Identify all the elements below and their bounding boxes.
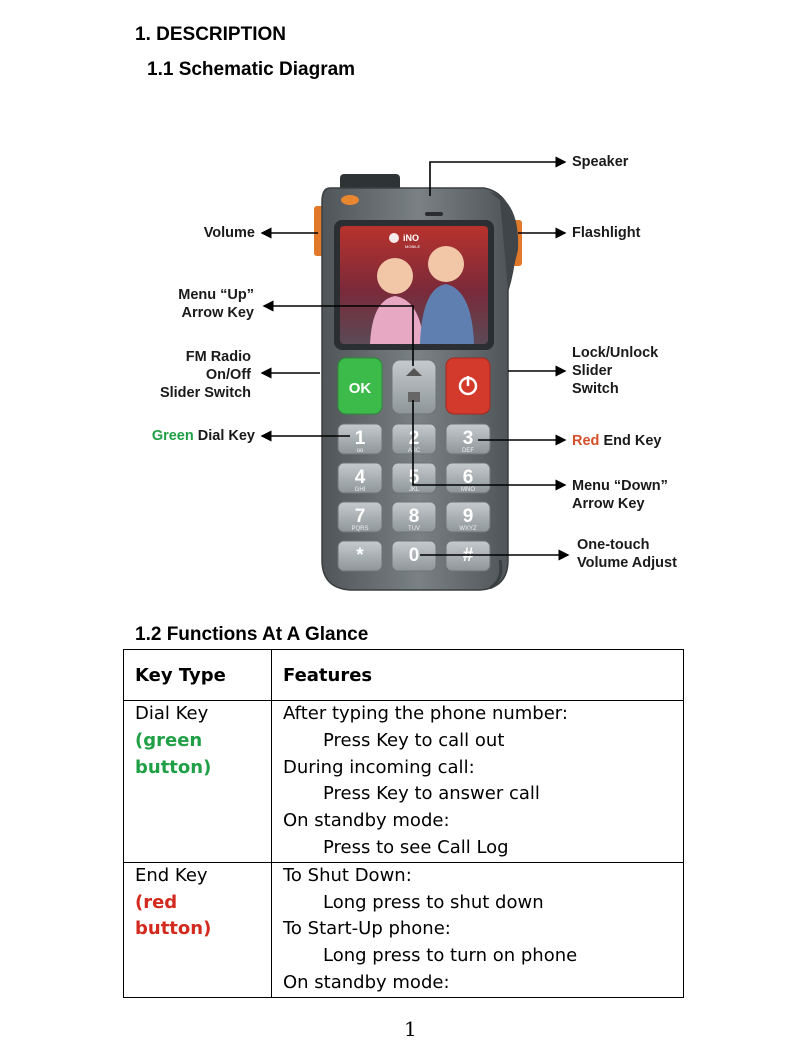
keypad-key-digit: 3 bbox=[462, 428, 474, 449]
functions-heading: 1.2 Functions At A Glance bbox=[135, 624, 369, 645]
feature-line: Long press to turn on phone bbox=[323, 945, 578, 967]
menu-icon bbox=[408, 392, 420, 402]
label-green-word: Green bbox=[151, 428, 194, 444]
label-end-key bbox=[572, 432, 661, 450]
key-type-cell bbox=[124, 862, 272, 997]
feature-line: Long press to shut down bbox=[323, 891, 544, 913]
label-end-key-text: End Key bbox=[603, 433, 662, 449]
keypad-key-digit: 4 bbox=[354, 467, 366, 488]
feature-line: Press to see Call Log bbox=[323, 836, 509, 858]
key-name: End Key bbox=[135, 864, 208, 886]
keypad-key-digit: 8 bbox=[408, 506, 420, 527]
label-dial-key-text: Dial Key bbox=[197, 428, 255, 444]
key-name: Dial Key bbox=[135, 703, 209, 724]
keypad-key-digit: # bbox=[462, 545, 474, 566]
label-menu-up bbox=[140, 286, 254, 322]
feature-line: To Shut Down: bbox=[283, 864, 412, 886]
phone-illustration bbox=[0, 140, 808, 610]
key-color-line2: button) bbox=[135, 756, 212, 778]
schematic-diagram bbox=[0, 140, 808, 610]
label-lock-unlock bbox=[572, 344, 658, 398]
keypad-key-digit: 9 bbox=[462, 506, 474, 527]
keypad-key-digit: 6 bbox=[462, 467, 474, 488]
keypad-key-letters: MNO bbox=[461, 487, 475, 493]
label-fm-line2: On/Off bbox=[205, 367, 251, 383]
table-header-row bbox=[124, 650, 684, 701]
keypad-key-letters: GHI bbox=[354, 487, 366, 493]
feature-line: Press Key to call out bbox=[323, 729, 505, 751]
label-lock-line1: Lock/Unlock bbox=[572, 345, 659, 361]
section-title: 1. DESCRIPTION bbox=[135, 24, 286, 45]
label-flashlight: Flashlight bbox=[572, 225, 641, 241]
keypad-key-digit: 5 bbox=[408, 467, 420, 488]
feature-line: During incoming call: bbox=[283, 756, 475, 778]
label-menu-down-line2: Arrow Key bbox=[572, 496, 645, 512]
label-menu-up-line2: Arrow Key bbox=[181, 305, 254, 321]
label-fm-radio bbox=[130, 348, 251, 402]
features-cell bbox=[272, 701, 684, 863]
figure-grandpa-head bbox=[428, 246, 464, 282]
speaker-grill bbox=[425, 212, 443, 216]
label-menu-down bbox=[572, 477, 668, 513]
keypad-key-digit: 2 bbox=[408, 428, 420, 449]
keypad-key-digit: 1 bbox=[354, 428, 366, 449]
figure-grandma-head bbox=[377, 258, 413, 294]
feature-line: On standby mode: bbox=[283, 810, 450, 832]
brand-sub: MOBILE bbox=[405, 244, 421, 249]
table-row bbox=[124, 701, 684, 863]
label-lock-line3: Switch bbox=[572, 381, 619, 397]
label-fm-line3: Slider Switch bbox=[159, 385, 251, 401]
label-one-touch bbox=[577, 536, 677, 572]
header-key-type: Key Type bbox=[124, 650, 272, 701]
feature-line: To Start-Up phone: bbox=[283, 918, 451, 940]
key-color-line1: (green bbox=[135, 729, 203, 751]
schematic-heading: 1.1 Schematic Diagram bbox=[147, 59, 356, 80]
label-volume: Volume bbox=[203, 225, 255, 241]
ok-key-label: OK bbox=[348, 380, 372, 397]
label-red-word: Red bbox=[572, 433, 600, 449]
keypad-key-letters: TUV bbox=[408, 526, 420, 532]
keypad-key-letters: DEF bbox=[462, 448, 474, 454]
label-lock-line2: Slider bbox=[572, 363, 613, 379]
page-number: 1 bbox=[404, 1017, 417, 1041]
feature-line: On standby mode: bbox=[283, 971, 450, 993]
feature-line: Press Key to answer call bbox=[323, 783, 540, 805]
keypad-key-digit: 0 bbox=[408, 545, 420, 566]
functions-table bbox=[123, 649, 684, 998]
label-menu-up-line1: Menu “Up” bbox=[178, 287, 254, 303]
brand-name: iNO bbox=[403, 233, 420, 243]
keypad-key-letters: JKL bbox=[408, 487, 420, 493]
features-cell bbox=[272, 862, 684, 997]
key-type-cell bbox=[124, 701, 272, 863]
keypad-key-digit: 7 bbox=[354, 506, 366, 527]
keypad-key-letters: ABC bbox=[407, 448, 421, 454]
brand-logo-icon bbox=[389, 233, 399, 243]
key-color-line2: button) bbox=[135, 918, 212, 940]
indicator-light bbox=[341, 195, 359, 205]
label-onetouch-line2: Volume Adjust bbox=[577, 555, 677, 571]
feature-line: After typing the phone number: bbox=[283, 703, 568, 724]
label-speaker: Speaker bbox=[572, 154, 629, 170]
key-color-line1: (red bbox=[135, 891, 178, 913]
label-dial-key bbox=[130, 427, 255, 445]
keypad-key-letters: WXYZ bbox=[459, 526, 477, 532]
keypad-key-letters: PQRS bbox=[351, 526, 369, 532]
label-menu-down-line1: Menu “Down” bbox=[572, 478, 668, 494]
keypad-key-letters: oo bbox=[356, 448, 364, 454]
header-features: Features bbox=[272, 650, 684, 701]
label-onetouch-line1: One-touch bbox=[577, 537, 650, 553]
keypad-key-digit: * bbox=[356, 545, 364, 566]
label-fm-line1: FM Radio bbox=[185, 349, 251, 365]
table-row bbox=[124, 862, 684, 997]
